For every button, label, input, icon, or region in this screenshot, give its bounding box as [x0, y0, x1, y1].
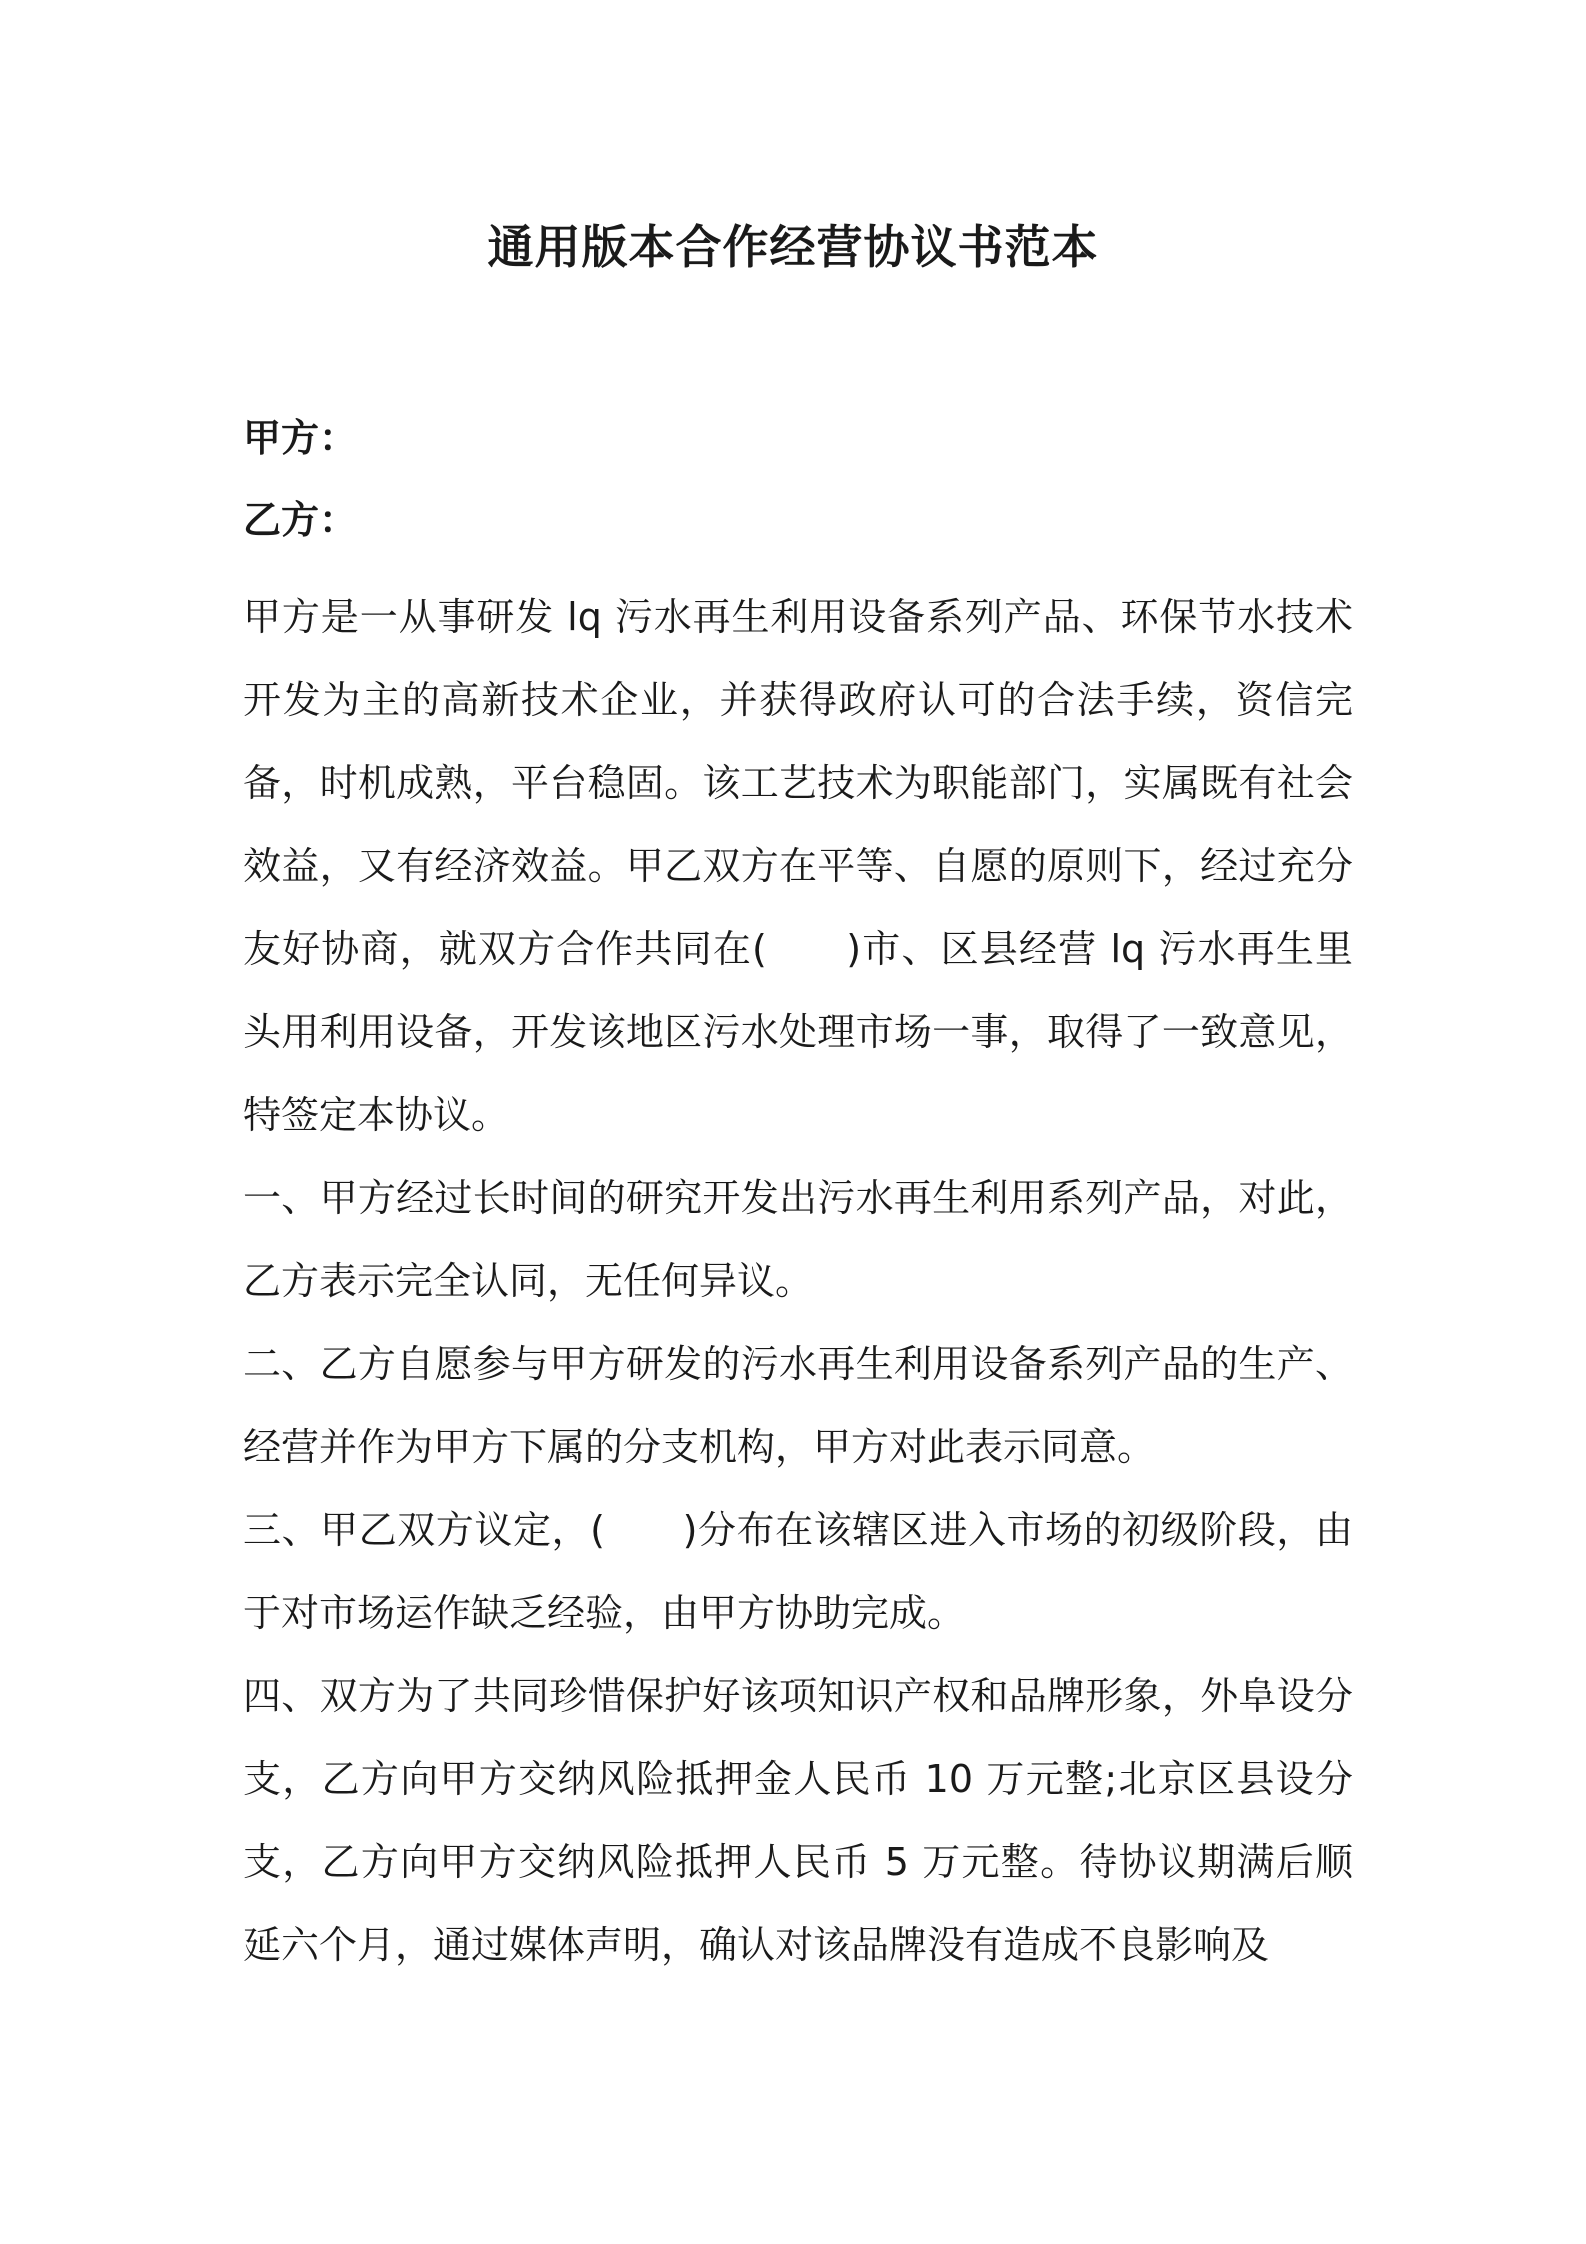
clause-3: 三、甲乙双方议定，( )分布在该辖区进入市场的初级阶段，由于对市场运作缺乏经验，由甲方协助完成。 — [243, 1508, 1353, 1635]
party-a-label: 甲方： — [243, 416, 358, 460]
clause-1: 一、甲方经过长时间的研究开发出污水再生利用系列产品，对此，乙方表示完全认同，无任何异议。 — [243, 1176, 1353, 1303]
document-title: 通用版本合作经营协议书范本 — [487, 220, 1099, 274]
clause-2: 二、乙方自愿参与甲方研发的污水再生利用设备系列产品的生产、经营并作为甲方下属的分支机构，甲方对此表示同意。 — [243, 1342, 1353, 1469]
clause-4: 四、双方为了共同珍惜保护好该项知识产权和品牌形象，外阜设分支，乙方向甲方交纳风险抵押金人民币 10 万元整;北京区县设分支，乙方向甲方交纳风险抵押人民币 5 万元整。待协议期满后顺延六个月，通过媒体声明，确认对该品牌没有造成不良影响及 — [243, 1674, 1353, 1967]
agreement-body — [243, 576, 1353, 1987]
intro-paragraph: 甲方是一从事研发 lq 污水再生利用设备系列产品、环保节水技术开发为主的高新技术企业，并获得政府认可的合法手续，资信完备，时机成熟，平台稳固。该工艺技术为职能部门，实属既有社会效益，又有经济效益。甲乙双方在平等、自愿的原则下，经过充分友好协商，就双方合作共同在( )市、区县经营 lq 污水再生里头用利用设备，开发该地区污水处理市场一事，取得了一致意见，特签定本协议。 — [243, 595, 1353, 1137]
party-b-label: 乙方： — [243, 498, 358, 542]
